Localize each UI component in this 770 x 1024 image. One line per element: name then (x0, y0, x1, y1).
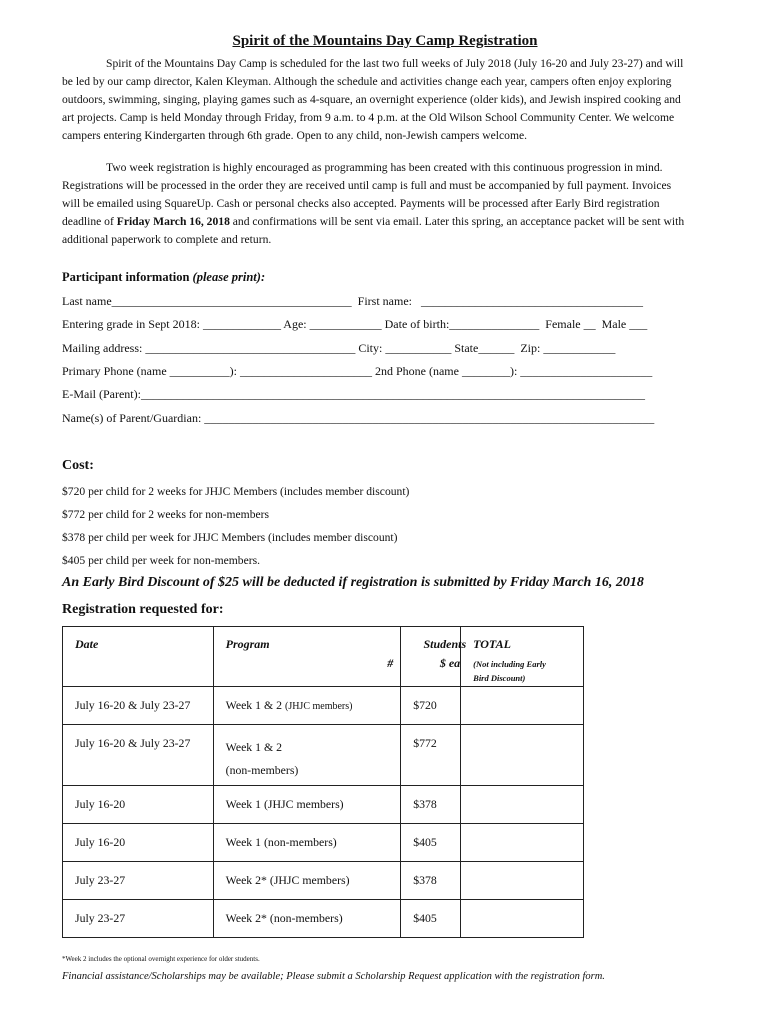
row-total-field[interactable] (461, 687, 584, 725)
parent-guardian-line[interactable]: Name(s) of Parent/Guardian: ___________________________________________________________________________ (62, 411, 655, 425)
participant-heading-text: Participant information (62, 270, 193, 284)
intro-text-1: Spirit of the Mountains Day Camp is scheduled for the last two full weeks of July 2018 (July 16-20 and July 23-27) and will be led by our camp director, Kalen Kleyman. Although the schedule and activities change each year, campers often enjoy exploring outdoors, swimming, singing, playing games such as 4-square, an overnight experience (older kids), and Jewish inspired cooking and art projects. Camp is held Monday through Friday, from 9 a.m. to 4 p.m. at the Old Wilson School Community Center. We welcome campers entering Kindergarten through 6th grade. Open to any child, non-Jewish campers welcome. (62, 57, 684, 142)
header-total: TOTAL (473, 637, 511, 651)
header-total-note: (Not including Early Bird Discount) (473, 659, 546, 683)
table-row (63, 862, 584, 900)
cost-item: $772 per child for 2 weeks for non-members (62, 508, 270, 521)
row-price: $405 (413, 835, 437, 849)
email-line[interactable]: E-Mail (Parent):____________________________________________________________________________________ (62, 387, 645, 401)
header-students: Students (423, 637, 467, 651)
last-first-name-line[interactable]: Last name________________________________________ First name: _____________________________________ (62, 294, 643, 308)
row-program-note: (non-members) (225, 763, 299, 777)
header-count: # (387, 656, 394, 670)
registration-heading: Registration requested for: (62, 602, 224, 617)
row-program: Week 2* (non-members) (225, 911, 343, 925)
cost-item: $378 per child per week for JHJC Members (includes member discount) (62, 531, 398, 544)
row-date: July 23-27 (75, 873, 126, 887)
row-date: July 16-20 & July 23-27 (75, 698, 191, 712)
mailing-address-line[interactable]: Mailing address: ___________________________________ City: ___________ State______ Zip: ____________ (62, 341, 616, 355)
intro-text-2b: and confirmations will be sent via email. Later this spring, an acceptance packet will be sent with additional paperwork to complete and return. (62, 214, 685, 246)
intro-paragraph-1 (62, 55, 692, 145)
row-program (214, 687, 401, 713)
intro-paragraph-2 (62, 159, 692, 249)
header-date: Date (75, 637, 99, 651)
header-program-cell (213, 627, 401, 687)
row-total-field[interactable] (461, 824, 584, 862)
row-total-field[interactable] (461, 786, 584, 824)
page-title: Spirit of the Mountains Day Camp Registration (232, 33, 538, 49)
row-total-field[interactable] (461, 725, 584, 786)
cost-item: $405 per child per week for non-members. (62, 554, 260, 567)
early-bird-deadline: Friday March 16, 2018 (116, 214, 230, 228)
phone-line[interactable]: Primary Phone (name __________): ______________________ 2nd Phone (name ________): ______________________ (62, 364, 653, 378)
row-program-text: Week 1 & 2 (225, 698, 283, 712)
header-date-cell (63, 627, 214, 687)
participant-heading-note: (please print): (192, 270, 266, 284)
row-program (214, 725, 401, 782)
table-row (63, 900, 584, 938)
row-program-text: Week 1 & 2 (225, 740, 283, 754)
row-date: July 16-20 & July 23-27 (75, 736, 191, 750)
header-each: $ ea (439, 656, 461, 670)
grade-age-dob-line[interactable]: Entering grade in Sept 2018: _____________ Age: ____________ Date of birth:_______________ Female __ Male ___ (62, 317, 648, 331)
row-price: $772 (413, 736, 437, 750)
table-row (63, 824, 584, 862)
header-students-cell (387, 627, 467, 687)
row-date: July 23-27 (75, 911, 126, 925)
financial-assistance-note: Financial assistance/Scholarships may be available; Please submit a Scholarship Request application with the registration form. (62, 971, 605, 982)
registration-table (62, 626, 584, 938)
row-total-field[interactable] (461, 900, 584, 938)
row-price: $405 (413, 911, 437, 925)
row-price: $378 (413, 873, 437, 887)
row-program: Week 1 (JHJC members) (225, 797, 344, 811)
header-program: Program (225, 637, 270, 651)
row-program: Week 1 (non-members) (225, 835, 337, 849)
row-date: July 16-20 (75, 835, 126, 849)
row-price: $720 (413, 698, 437, 712)
row-total-field[interactable] (461, 862, 584, 900)
row-program: Week 2* (JHJC members) (225, 873, 350, 887)
table-row (63, 786, 584, 824)
intro-text-2a: Two week registration is highly encouraged as programming has been created with this continuous progression in mind. Registrations will be processed in the order they are received until camp is full and must be accompanied by full payment. Invoices will be emailed using SquareUp. Cash or personal checks also accepted. Payments will be processed after Early Bird registration deadline of (62, 161, 672, 228)
cost-heading: Cost: (62, 458, 94, 473)
early-bird-notice: An Early Bird Discount of $25 will be deducted if registration is submitted by Friday March 16, 2018 (62, 575, 644, 590)
header-total-cell (461, 627, 584, 687)
table-row (63, 687, 584, 725)
table-row (63, 725, 584, 786)
row-program-note: (JHJC members) (284, 701, 353, 712)
participant-heading (62, 270, 265, 285)
table-header-row (63, 627, 584, 687)
row-date: July 16-20 (75, 797, 126, 811)
cost-item: $720 per child for 2 weeks for JHJC Members (includes member discount) (62, 485, 410, 498)
week2-footnote: *Week 2 includes the optional overnight experience for older students. (62, 955, 260, 963)
row-price: $378 (413, 797, 437, 811)
